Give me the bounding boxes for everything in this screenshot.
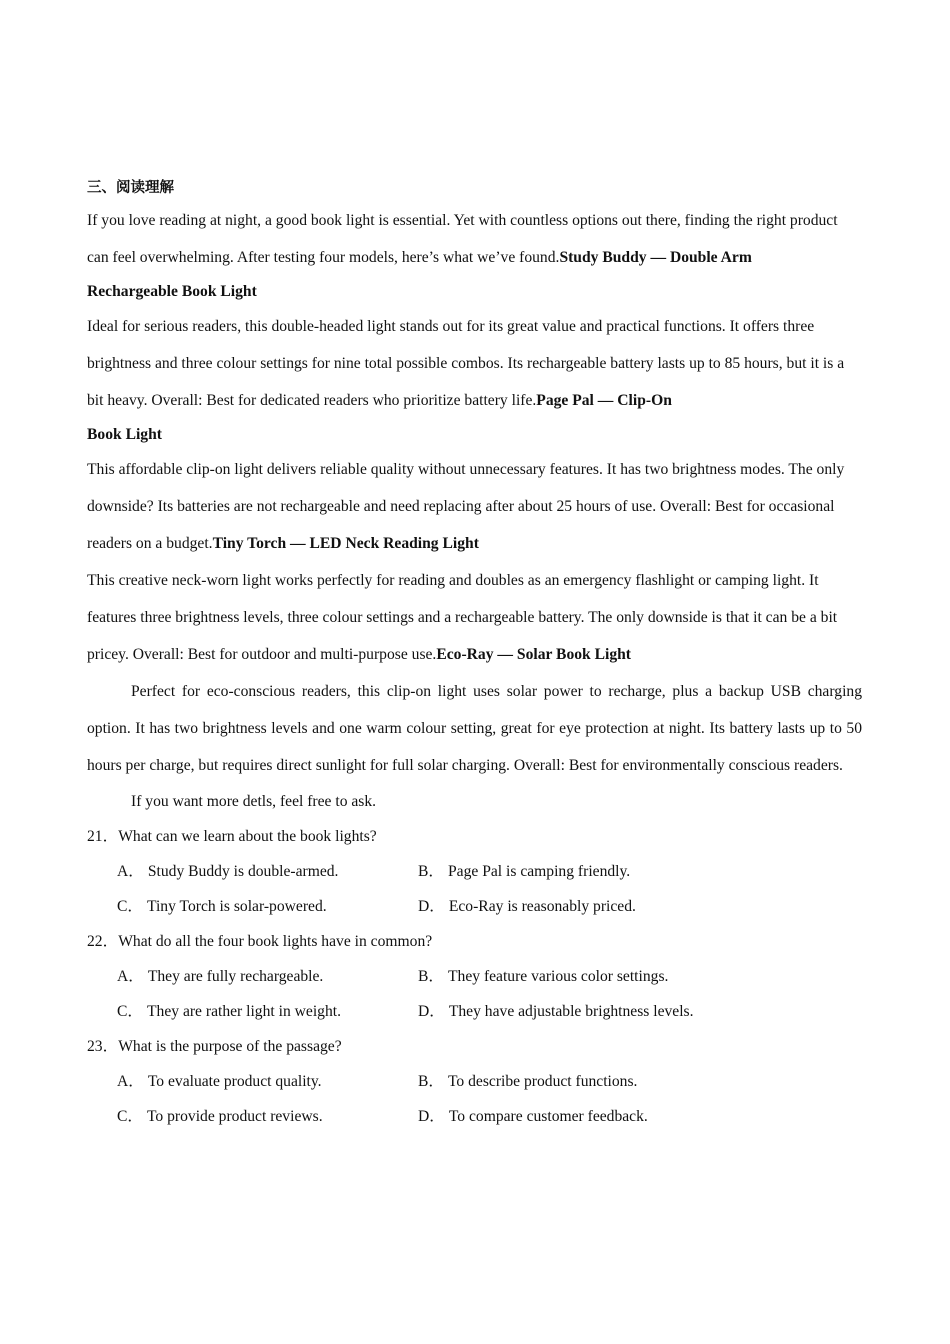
heading-page-pal: Page Pal — Clip-On (536, 392, 672, 409)
option-letter: C． (117, 898, 143, 915)
page-pal-paragraph (87, 451, 862, 562)
option-c[interactable] (117, 994, 418, 1029)
option-text: To compare customer feedback. (448, 1108, 648, 1125)
question-22 (87, 924, 862, 1029)
option-d[interactable] (418, 889, 719, 924)
option-a[interactable] (117, 854, 418, 889)
question-stem: 23．What is the purpose of the passage? (87, 1038, 342, 1055)
page-pal-text: This affordable clip-on light delivers reliable quality without unnecessary features. It has two brightness modes. The only downside? Its batteries are not rechargeable and need replacing after about 25 hours of use. Overall: Best for occasional readers on a budget. (87, 461, 845, 552)
option-text: They feature various color settings. (448, 968, 669, 985)
option-text: Study Buddy is double-armed. (147, 863, 339, 880)
option-text: To describe product functions. (448, 1073, 638, 1090)
option-text: To provide product reviews. (147, 1108, 323, 1125)
options-row (87, 1064, 862, 1099)
heading-study-buddy-rest: Rechargeable Book Light (87, 283, 257, 300)
option-b[interactable] (418, 854, 719, 889)
option-letter: C． (117, 1108, 143, 1125)
option-letter: B． (418, 1073, 444, 1090)
option-b[interactable] (418, 1064, 719, 1099)
option-b[interactable] (418, 959, 719, 994)
study-buddy-paragraph (87, 308, 862, 419)
option-text: To evaluate product quality. (147, 1073, 322, 1090)
option-d[interactable] (418, 1099, 719, 1134)
options-row (87, 994, 862, 1029)
options-row (87, 1099, 862, 1134)
option-text: Tiny Torch is solar-powered. (147, 898, 327, 915)
intro-text: If you love reading at night, a good book light is essential. Yet with countless options out there, finding the right product can feel overwhelming. After testing four models, here’s what we’ve found. (87, 212, 838, 266)
tiny-torch-text: This creative neck-worn light works perfectly for reading and doubles as an emergency flashlight or camping light. It features three brightness levels, three colour settings and a rechargeable battery. The only downside is that it can be a bit pricey. Overall: Best for outdoor and multi-purpose use. (87, 572, 838, 663)
option-letter: D． (418, 1108, 445, 1125)
option-text: They are rather light in weight. (147, 1003, 341, 1020)
question-stem: 22．What do all the four book lights have in common? (87, 933, 433, 950)
question-stem: 21．What can we learn about the book lights? (87, 828, 377, 845)
option-c[interactable] (117, 1099, 418, 1134)
intro-paragraph (87, 202, 862, 276)
study-buddy-text: Ideal for serious readers, this double-headed light stands out for its great value and practical functions. It offers three brightness and three colour settings for nine total possible combos. Its rechargeable battery lasts up to 85 hours, but it is a bit heavy. Overall: Best for dedicated readers who prioritize battery life. (87, 318, 845, 409)
option-letter: D． (418, 898, 445, 915)
option-a[interactable] (117, 959, 418, 994)
option-c[interactable] (117, 889, 418, 924)
heading-tiny-torch: Tiny Torch — LED Neck Reading Light (212, 535, 479, 552)
section-title: 三、阅读理解 (87, 180, 174, 196)
option-letter: A． (117, 863, 144, 880)
options-row (87, 854, 862, 889)
option-d[interactable] (418, 994, 719, 1029)
options-row (87, 889, 862, 924)
option-text: They have adjustable brightness levels. (448, 1003, 694, 1020)
option-letter: B． (418, 863, 444, 880)
option-text: Page Pal is camping friendly. (448, 863, 631, 880)
option-letter: C． (117, 1003, 143, 1020)
option-letter: B． (418, 968, 444, 985)
option-a[interactable] (117, 1064, 418, 1099)
eco-ray-paragraph: Perfect for eco-conscious readers, this clip-on light uses solar power to recharge, plus a backup USB charging option. It has two brightness levels and one warm colour setting, great for eye protection at night. Its battery lasts up to 50 hours per charge, but requires direct sunlight for full solar charging. Overall: Best for environmentally conscious readers. (87, 683, 862, 774)
question-23 (87, 1029, 862, 1134)
heading-page-pal-rest: Book Light (87, 426, 162, 443)
closing-line: If you want more detls, feel free to ask. (131, 793, 377, 810)
option-letter: D． (418, 1003, 445, 1020)
tiny-torch-paragraph (87, 562, 862, 673)
option-letter: A． (117, 1073, 144, 1090)
question-21 (87, 819, 862, 924)
options-row (87, 959, 862, 994)
option-letter: A． (117, 968, 144, 985)
heading-study-buddy: Study Buddy — Double Arm (559, 249, 752, 266)
heading-eco-ray: Eco-Ray — Solar Book Light (436, 646, 631, 663)
option-text: Eco-Ray is reasonably priced. (448, 898, 636, 915)
option-text: They are fully rechargeable. (147, 968, 324, 985)
